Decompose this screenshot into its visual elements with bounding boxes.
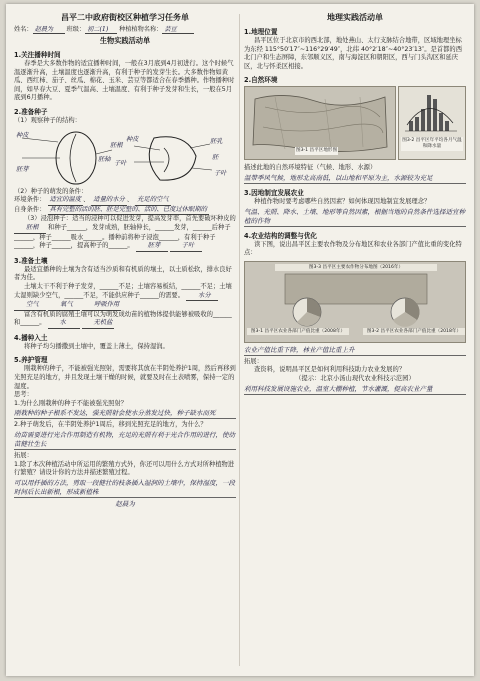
plant-value: 芸豆 <box>162 24 194 34</box>
geography-column <box>244 10 466 670</box>
seed-label-6: 种皮 <box>126 135 139 143</box>
seed-label-4: 胚根 <box>110 141 123 149</box>
env-value-2: 适量的水分 <box>91 196 126 206</box>
env-conditions-row: 环境条件： 适宜的温度 、 适量的水分 、 充足的空气 <box>14 196 236 206</box>
r-section-2-heading: 2.自然环境 <box>244 76 278 85</box>
geography-title: 地理实践活动单 <box>327 13 383 22</box>
seed-label-9: 子叶 <box>214 169 227 177</box>
soil-text-3: 富含有机质的腐殖土壤可以为萌发成幼苗的植物体提供能够被吸收的______和______。 水 无机盐 <box>14 311 236 329</box>
soak-answer-3: 子叶 <box>170 242 202 252</box>
r-section-4-text: 读下图，说出昌平区主要农作物及分布地区和农业各部门产值比重的变化特点： <box>244 240 462 257</box>
agri-map-caption: 图3-3 昌平区主要农作物分布地图（2016年） <box>275 264 437 272</box>
answer-1: 刚栽种的种子根系不发达，强光照射会使水分蒸发过快，种子缺水而死 <box>14 409 236 419</box>
self-label: 自身条件： <box>14 205 46 213</box>
r-expand-label: 拓展： <box>244 357 263 365</box>
think-label: 思考： <box>14 391 33 399</box>
soak-prompt: （3）浸泡种子：适当的浸种可以促进发芽，提高发芽率，首先要破坏种皮的 胚根 和种子______，发芽成熟，胚轴伸长，______发芽，______后种子______，种子______吸水______。播种前将种子浸泡______，有利于种子______，种子______，提高种子的______。 胚芽 子叶 <box>14 215 236 251</box>
seed-sketch-icon <box>14 128 236 186</box>
env-value-3: 充足的空气 <box>135 196 170 206</box>
biology-column <box>14 10 236 670</box>
soil-answer-4: 呼吸作用 <box>82 301 121 311</box>
climate-chart <box>398 86 466 160</box>
climate-caption: 图3-2 昌平区年平均各月气温和降水量 <box>402 138 462 149</box>
pie-2008-caption: 图3-1 昌平区农业各部门产值比重（2008年） <box>247 328 349 336</box>
section-3-heading: 3.准备土壤 <box>14 256 48 265</box>
self-value: 具有完整的活的胚、胚是完整的、活的、已度过休眠期的 <box>48 206 209 216</box>
soil-answer-6: 无机盐 <box>82 319 115 329</box>
signature: 赵晨为 <box>115 499 135 508</box>
soak-text: 和种子______，发芽成熟，胚轴伸长，______发芽，______后种子______，种子______吸水______。播种前将种子浸泡______，有利于种子______，种子______，提高种子的______。 <box>14 223 231 250</box>
soil-answer-5: 水 <box>48 319 80 329</box>
seed-label-7: 胚乳 <box>210 137 223 145</box>
class-value: 初二(1) <box>85 24 117 34</box>
r-section-3-heading: 3.因地制宜发展农业 <box>244 188 304 197</box>
self-conditions-row <box>14 206 236 216</box>
section-4-heading: 4.播种入土 <box>14 333 48 342</box>
seed-label-2: 胚芽 <box>16 165 29 173</box>
pie-2018-caption: 图3-2 昌平区农业各部门产值比重（2018年） <box>363 328 465 336</box>
r-section-1-heading: 1.地理位置 <box>244 28 278 36</box>
seed-structure-prompt: （1）观察种子的结构： <box>14 116 81 124</box>
r-section-3-question: 种植作物时要考虑哪些自然因素？如何体现因地制宜发展理念？ <box>254 197 431 205</box>
r-section-4-answer: 农业产值比重下降，林业产值比重上升 <box>244 346 466 356</box>
r-expand-answer: 利用科技发展设施农业，温室大棚种植，节水灌溉，提高农业产量 <box>244 385 466 395</box>
r-section-4-heading: 4.农业结构的调整与优化 <box>244 231 318 240</box>
soak-answer-1: 胚根 <box>14 224 46 234</box>
biology-subtitle: 生物实践活动单 <box>99 36 151 45</box>
section-5-text: 刚栽种的种子，不能被强光照射，需要将其放在半阴处养护1周，然后再移到光照充足的地方，并且发现土壤干燥的时候，就要及时在土表喷雾，保持一定的湿度。 <box>14 365 236 390</box>
seed-label-1: 种皮 <box>16 131 29 139</box>
section-1-text: 春季是大多数作物的适宜播种时间，一般在3月底到4月初进行。这个时候气温逐渐升高，土壤温度也逐渐升高，有利于种子的发芽生长。大多数作物如黄瓜、西红柿、茄子、丝瓜、棉花、玉米、芸豆等都适合在春季播种。作物播种时间，如早春大豆、夏季气温高、土壤温度、有利于种子发芽和生长，一般在5月底到6月播种。 <box>14 60 235 102</box>
question-1: 1.为什么刚栽种的种子不能被强光照射？ <box>14 399 128 407</box>
r-expand-question: 查资料，说明昌平区是如何利用科技助力农业发展的？ <box>254 366 406 374</box>
question-3: 1.除了本次种植活动中所运用的繁殖方式外，你还可以用什么方式对所种植物进行繁殖？请设计你的方法并描述繁殖过程。 <box>14 460 235 477</box>
climate-bars-icon <box>399 87 465 137</box>
germination-prompt: （2）种子的萌发的条件： <box>14 187 88 195</box>
seed-label-5: 子叶 <box>114 159 127 167</box>
student-info-row <box>14 24 236 34</box>
class-label: 班级： <box>66 26 86 33</box>
section-4-text: 将种子均匀播撒到土壤中，覆盖上薄土，保持湿润。 <box>24 342 169 350</box>
section-1-heading: 1.关注播种时间 <box>14 51 61 59</box>
soil-answer-3: 氧气 <box>48 301 80 311</box>
r-expand-hint: （提示：北京小汤山现代农业科技示范园） <box>295 374 415 382</box>
section-2-heading: 2.准备种子 <box>14 107 48 116</box>
soak-answer-2: 胚芽 <box>136 242 168 252</box>
terrain-map <box>244 86 396 160</box>
answer-2: 幼苗需要进行光合作用制造有机物，充足的光照有利于光合作用的进行，使幼苗健壮生长 <box>14 431 235 449</box>
r-section-2-answer: 温带季风气候，地形北高南低，以山地和平原为主，水源较为充足 <box>244 174 466 184</box>
r-section-2-question: 描述此地的自然环境特征（气候、地形、水源） <box>244 164 377 172</box>
seed-label-8: 胚 <box>212 153 219 161</box>
seed-label-3: 胚轴 <box>98 155 111 163</box>
soil-answer-2: 空气 <box>14 301 46 311</box>
column-divider <box>239 14 240 666</box>
name-label: 姓名： <box>14 26 33 33</box>
env-value-1: 适宜的温度 <box>48 196 83 206</box>
r-section-3-answer: 气温、光照、降水、土壤、地形等自然因素，根据当地的自然条件选择适宜种植的作物 <box>244 207 465 225</box>
soil-text-1: 最适宜播种的土壤为含有适当沙质和有机质的壤土，以土质松软，排水良好者为佳。 <box>14 265 232 282</box>
soil-text-2: 土壤太干不利于种子发芽，______不足；土壤容易板结，______不足；土壤太湿则缺少空气，______不足，不能供应种子______的需要。 水分 空气 氧气 呼吸作用 <box>14 283 236 311</box>
map-caption: 图3-1 昌平区地形图 <box>296 148 338 154</box>
agriculture-figure <box>244 261 466 343</box>
section-5-heading: 5.养护管理 <box>14 356 48 365</box>
worksheet-page <box>6 4 474 676</box>
worksheet-title: 昌平二中政府街校区种植学习任务单 <box>61 13 189 22</box>
seed-structure-drawing <box>14 128 236 186</box>
question-2: 2.种子萌发后，在半阴处养护1周后，移到光照充足的地方，为什么？ <box>14 421 207 429</box>
env-label: 环境条件： <box>14 196 46 204</box>
soil-answer-1: 水分 <box>186 292 218 302</box>
environment-figures <box>244 86 466 162</box>
expand-label: 拓展： <box>14 452 33 460</box>
answer-3: 可以用扦插的方法，剪取一段健壮的枝条插入湿润的土壤中，保持湿度，一段时间后长出新根，形成新植株 <box>14 478 235 496</box>
r-section-1-text: 昌平区位于北京市的西北部，地处燕山、太行支脉结合地带，区域地理坐标为东经 115°50′17″~116°29′49″，北纬 40°2′18″~40°23′13″。是首都的西北门户和生态屏障，东邻顺义区，南与海淀区和朝阳区，西与门头沟区和延庆区，北与怀柔区相接。 <box>244 37 462 70</box>
plant-label: 种植植物名称： <box>119 26 163 33</box>
name-value: 赵晨为 <box>33 24 65 34</box>
